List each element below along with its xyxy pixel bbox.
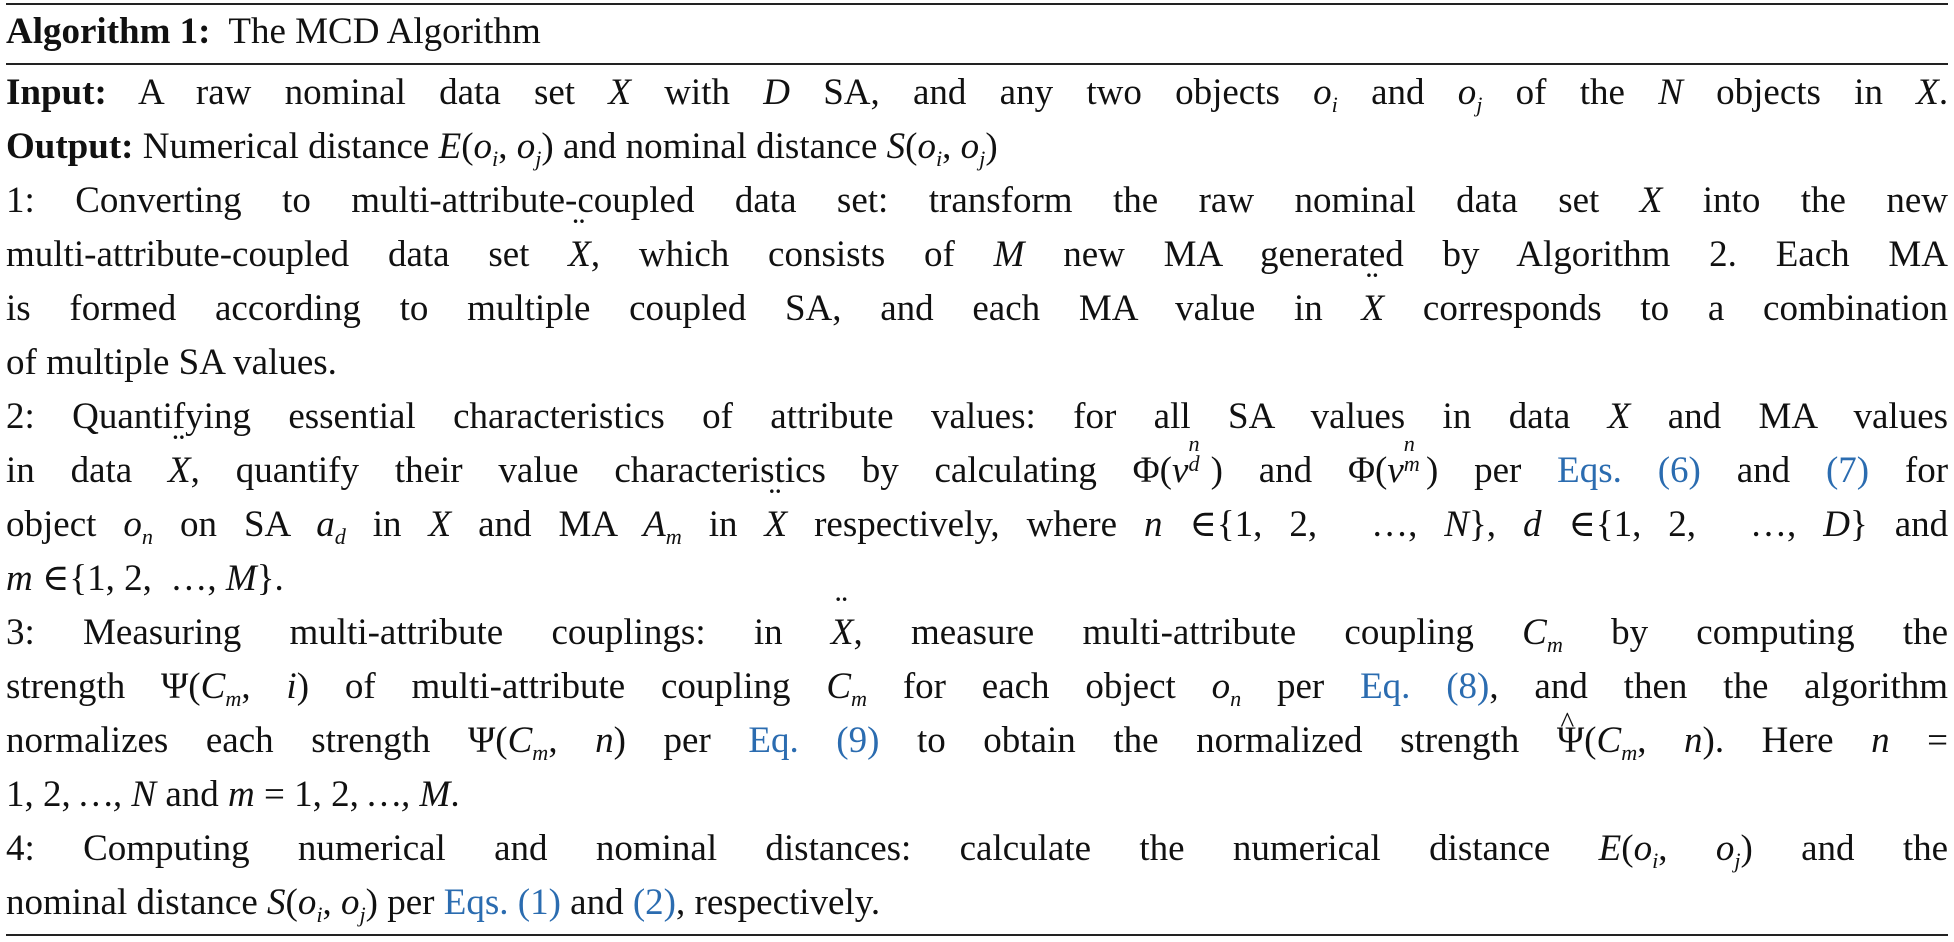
step-text: is formed according to multiple coupled SA, and each MA value in — [6, 288, 1323, 329]
step-text: new MA generated by Algorithm 2. Each MA — [1063, 234, 1949, 275]
step-text: and — [1736, 450, 1791, 491]
eq-2-link[interactable]: (2) — [632, 882, 676, 923]
step-text: and — [1258, 450, 1313, 491]
eq-8-link[interactable]: Eq. (8) — [1360, 666, 1490, 707]
step-3-line-1: 3: Measuring multi-attribute couplings: in ¨ X, measure multi-attribute coupling $C_m$ by computing the — [6, 606, 1948, 660]
step-2-line-3: object $o_n$ on SA $a_d$ in X and MA $A_m$ in ¨ X respectively, where n ∈{1, 2, …, N}, d ∈{1, 2, …, D} and — [6, 498, 1948, 552]
step-3-line-2: strength $\Psi(C_m$, i) of multi-attribute coupling $C_m$ for each object $o_n$ per Eq. (8), and then the algorithm — [6, 666, 1949, 711]
eq-9-link[interactable]: Eq. (9) — [748, 720, 880, 761]
step-text: and — [1894, 504, 1949, 545]
step-text: by computing the — [1611, 612, 1949, 653]
step-text: and MA — [478, 504, 617, 545]
step-text: in — [372, 504, 402, 545]
step-text: corresponds to a combination — [1422, 288, 1949, 329]
step-text: 3: Measuring multi-attribute couplings: in — [6, 612, 783, 653]
step-4-line-1: 4: Computing numerical and nominal distances: calculate the numerical distance $E(o_i$, $o_j$) and the — [6, 828, 1949, 873]
algorithm-label: Algorithm 1: — [6, 11, 211, 52]
step-text: for — [1904, 450, 1949, 491]
input-text: A raw nominal data set — [137, 72, 576, 113]
step-text: 1: Converting to multi-attribute-coupled data set: transform the raw nominal data set — [6, 180, 1600, 221]
eq-7-link[interactable]: (7) — [1825, 450, 1870, 491]
eq-1-link[interactable]: Eqs. (1) — [443, 882, 561, 923]
step-3-line-3: normalizes each strength $\Psi(C_m$, n) per Eq. (9) to obtain the normalized strength ^ $\Psi(C_m$, n). Here n = — [6, 714, 1948, 768]
step-text: , measure multi-attribute coupling — [853, 612, 1474, 653]
output-text: and nominal distance — [562, 126, 878, 167]
algorithm-body — [6, 66, 1948, 930]
step-text: , respectively. — [676, 882, 881, 923]
input-text: objects in — [1716, 72, 1883, 113]
step-text: , and then the algorithm — [1489, 666, 1949, 707]
step-text: nominal distance — [6, 882, 258, 923]
step-text: per — [1474, 450, 1522, 491]
eq-6-link[interactable]: Eqs. (6) — [1557, 450, 1701, 491]
step-text: , which consists of — [590, 234, 955, 275]
step-1-line-2: multi-attribute-coupled data set ¨ X, which consists of M new MA generated by Algorithm 2. Each MA — [6, 228, 1948, 282]
step-1-line-4 — [6, 336, 1948, 390]
input-text: SA, and any two objects — [823, 72, 1280, 113]
step-text: on SA — [179, 504, 290, 545]
step-text: per — [1277, 666, 1325, 707]
input-text: with — [664, 72, 730, 113]
algorithm-title — [6, 4, 541, 60]
step-text: 4: Computing numerical and nominal distances: calculate the numerical distance — [6, 828, 1551, 869]
step-text: per — [663, 720, 711, 761]
output-label: Output: — [6, 126, 134, 167]
header-rule — [6, 63, 1948, 65]
step-text: in — [708, 504, 738, 545]
step-1-line-3: is formed according to multiple coupled SA, and each MA value in ¨ X corresponds to a combination — [6, 282, 1948, 336]
input-text: and — [1371, 72, 1425, 113]
step-2-line-2: in data ¨ X, quantify their value characteristics by calculating Φ(v n d ) and Φ(v n m ) per Eqs. (6) and (7) for — [6, 444, 1948, 498]
output-line: Output: Numerical distance $E(o_i$, $o_j$) and nominal distance $S(o_i$, $o_j$) — [6, 126, 998, 171]
step-text: and — [165, 774, 219, 815]
algorithm-name: The MCD Algorithm — [228, 11, 541, 52]
step-text: multi-attribute-coupled data set — [6, 234, 530, 275]
step-text: of multi-attribute coupling — [344, 666, 791, 707]
step-2-line-4: m ∈{1, 2, …, M}. — [6, 558, 284, 599]
input-text: of the — [1515, 72, 1625, 113]
step-text: and MA values — [1667, 396, 1949, 437]
step-text: into the new — [1702, 180, 1949, 221]
step-text: and — [570, 882, 624, 923]
step-2-line-1: 2: Quantifying essential characteristics of attribute values: for all SA values in data X and MA values — [6, 396, 1949, 437]
step-text: 2: Quantifying essential characteristics of attribute values: for all SA values in data — [6, 396, 1571, 437]
step-4-line-2: nominal distance $S(o_i$, $o_j$) per Eqs. (1) and (2), respectively. — [6, 882, 881, 927]
input-text: . — [1938, 72, 1949, 113]
step-3-line-4: 1, 2, …, N and m = 1, 2, …, M. — [6, 774, 460, 815]
input-line: Input: A raw nominal data set X with D SA, and any two objects $o_i$ and $o_j$ of the N objects in X. — [6, 72, 1949, 117]
step-text: in data — [6, 450, 133, 491]
step-text: normalizes each strength — [6, 720, 431, 761]
input-label: Input: — [6, 72, 107, 113]
step-text: for each object — [902, 666, 1176, 707]
step-text: to obtain the normalized strength — [916, 720, 1520, 761]
step-text: respectively, where — [814, 504, 1118, 545]
step-text: . Here — [1714, 720, 1834, 761]
step-text: per — [387, 882, 435, 923]
step-1-line-1: 1: Converting to multi-attribute-coupled data set: transform the raw nominal data set X into the new — [6, 180, 1949, 221]
step-text: strength — [6, 666, 126, 707]
step-text: of multiple SA values. — [6, 342, 337, 383]
step-text: , quantify their value characteristics by calculating — [190, 450, 1097, 491]
output-text: Numerical distance — [142, 126, 430, 167]
step-text: object — [6, 504, 97, 545]
bottom-rule — [6, 934, 1948, 936]
step-text: and the — [1801, 828, 1949, 869]
